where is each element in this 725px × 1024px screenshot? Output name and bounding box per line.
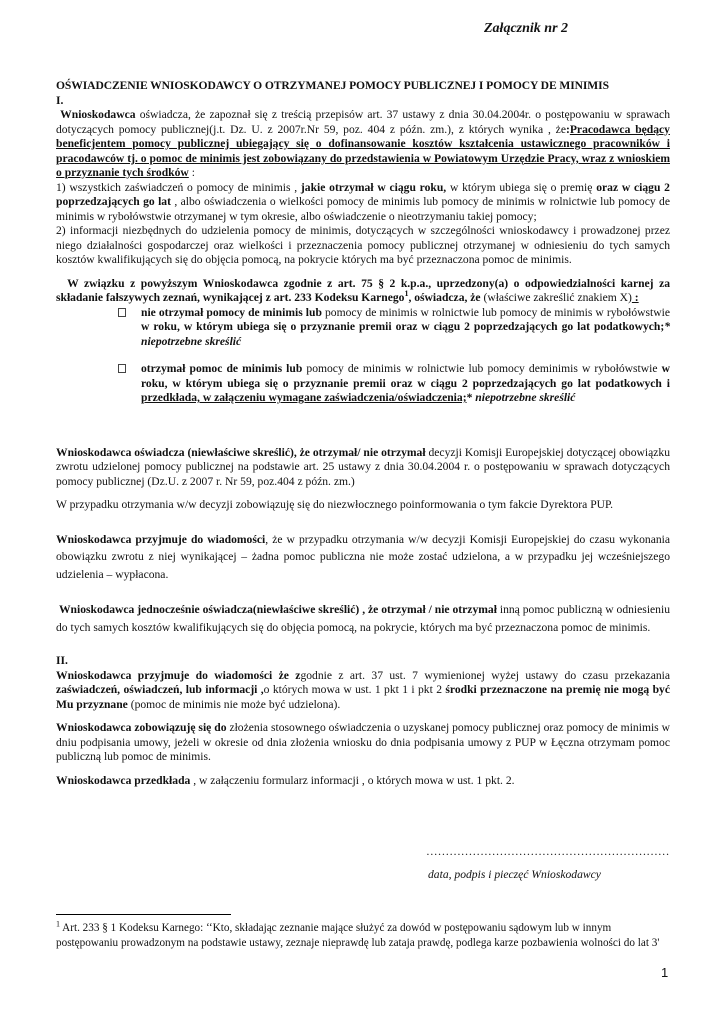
other-aid-bold: Wnioskodawca jednocześnie oświadcza(niewłaściwe skreślić) , że otrzymał / nie otrzymał [58,603,497,616]
footnote [56,921,670,950]
intro-underlined: Pracodawca będący beneficjentem pomocy publicznej ubiegający się o dofinansowanie kosztów kształcenia ustawicznego pracowników i pracodawców tj. o pomoc de minimis jest zobowiązany do przedstawienia w Powiatowym Urzędzie Pracy, wraz z wnioskiem o przyznanie tych środków [56,122,670,179]
section-2-numeral: II. [56,654,68,667]
option-not-received [56,306,670,350]
item1-e: , albo oświadczenia o wielkości pomocy de minimis lub pomocy de minimis w rolnictwie lub pomocy de minimis w rybołówstwie otrzymanej w tym okresie, albo oświadczenie o nieotrzymaniu takiej pomocy; [56,195,670,223]
option2-bu: przedkłada, w załączeniu wymagane zaświadczenia/oświadczenia; [141,391,467,404]
intro-text: oświadcza, że zapoznał się z treścią przepisów art. 37 ustawy z dnia 30.04.2004r. o postępowaniu w sprawach dotyczących pomocy publicznej(j.t. Dz. U. z 2007r.Nr 59, poz. 404 z późn. zm.), z których wynika , że [56,108,670,136]
section-1-acknowledgement [56,531,670,584]
s2-b1: Wnioskodawca przyjmuje do wiadomości że z [56,668,301,682]
item1-a: 1) wszystkich zaświadczeń o pomocy de minimis , [56,180,301,194]
submits-bold: Wnioskodawca przedkłada [56,773,191,787]
section-1-other-aid [56,601,670,636]
footnote-marker: 1 [56,919,60,929]
other-aid-text: inną pomoc publiczną w odniesieniu do tych samych kosztów kwalifikujących się do objęcia pomocą, na pokrycie, których ma być przeznaczona pomoc de minimis. [56,603,670,634]
option2-b2: w roku, w którym ubiega się o przyznanie premii oraz w ciągu 2 poprzedzających go lat podatkowych i [141,362,670,390]
page-number: 1 [661,965,669,980]
document-body [56,79,670,788]
annex-label: Załącznik nr 2 [484,21,569,36]
intro-lead: Wnioskodawca [60,108,136,121]
option1-bi: * niepotrzebne skreślić [141,320,670,348]
s2-n3: (pomoc de minimis nie może być udzielona). [127,697,341,711]
section-1-inform-pup: W przypadku otrzymania w/w decyzji zobowiązuję się do niezwłocznego poinformowania o tym fakcie Dyrektora PUP. [56,498,614,511]
ack-text: , że w przypadku otrzymania w/w decyzji Komisji Europejskiej do czasu wykonania obowiązku zwrotu z niej wynikającej – żadna pomoc publiczna nie może zostać udzielona, a w przypadku jej wcześniejszego udzielenia – wypłacona. [56,532,671,581]
signature-line: ……………………………………………………… [426,845,670,858]
section-2-acknowledgement [56,669,670,713]
section-1-declaration [56,277,670,306]
section-1-numeral: I. [56,93,64,107]
section-1-item-1 [56,181,670,225]
option2-star: * [466,391,473,404]
document-title: OŚWIADCZENIE WNIOSKODAWCY O OTRZYMANEJ POMOCY PUBLICZNEJ I POMOCY DE MINIMIS [56,79,609,92]
option-received [56,362,670,406]
s2-n2: o których mowa w ust. 1 pkt 1 i pkt 2 [263,683,446,696]
section-2-obligation [56,721,670,765]
option1-b1: nie otrzymał pomocy de minimis lub [141,305,322,319]
footnote-text: Art. 233 § 1 Kodeksu Karnego: ‘‘Kto, składając zeznanie mające służyć za dowód w postępowaniu sądowym lub w innym postępowaniu prowadzonym na podstawie ustawy, zeznaje nieprawdę lub zataja prawdę, podlega karze pozbawienia wolności do lat 3' [56,922,660,949]
declaration-colon: : [631,291,639,304]
s2-b2: zaświadczeń, oświadczeń, lub informacji , [56,683,264,696]
obligation-bold: Wnioskodawca zobowiązuję się do [56,721,227,734]
declaration-bold-2: , oświadcza, że [408,291,481,304]
footnote-separator [56,914,231,915]
s2-n1: godnie z art. 37 ust. 7 wymienionej wyżej ustawy do czasu przekazania [300,668,670,682]
section-2-submits [56,774,670,789]
section-1-decision-statement [56,446,670,490]
item1-c: w którym ubiega się o premię [446,180,597,194]
item1-d: oraz w ciągu 2 poprzedzających go lat [56,180,670,208]
ack-bold: Wnioskodawca przyjmuje do wiadomości [56,532,266,546]
s2-b3: środki przeznaczone na premię nie mogą być Mu przyznane [56,683,670,711]
section-1-intro [56,108,670,181]
declaration-bold: W związku z powyższym Wnioskodawca zgodnie z art. 75 § 2 k.p.a., uprzedzony(a) o odpowiedzialności karnej za składanie fałszywych zeznań, wynikającej z art. 233 Kodeksu Karnego [56,276,671,304]
obligation-text: złożenia stosownego oświadczenia o uzyskanej pomocy publicznej oraz pomocy de minimis w dniu podpisania umowy, jeżeli w okresie od dnia złożenia wniosku do dnia podpisania umowy z PUP w Łęczna otrzymam pomoc publiczną lub pomoc de minimis. [56,721,671,763]
submits-text: , w załączeniu formularz informacji , o których mowa w ust. 1 pkt. 2. [190,773,515,787]
option2-n1: pomocy de minimis w rolnictwie lub pomocy deminimis w rybołówstwie [302,362,662,375]
option2-b1: otrzymał pomoc de minimis lub [141,362,303,375]
footnote-ref: 1 [404,289,409,299]
option1-n1: pomocy de minimis w rolnictwie lub pomocy de minimis w rybołówstwie [321,305,670,319]
decision-text: decyzji Komisji Europejskiej dotyczącej obowiązku zwrotu udzielonej pomocy publicznej na podstawie art. 25 ustawy z dnia 30.04.2004 r. o postępowaniu w sprawach dotyczących pomocy publicznej (Dz.U. z 2007 r. Nr 59, poz.404 z późn. zm.) [56,445,671,488]
decision-bold: Wnioskodawca oświadcza (niewłaściwe skreślić), że otrzymał/ nie otrzymał [56,445,426,459]
section-1-item-2: 2) informacji niezbędnych do udzielenia pomocy de minimis, dotyczących w szczególności wnioskodawcy i prowadzonej przez niego działalności gospodarczej oraz wielkości i przeznaczenia pomocy publicznej otrzymanej w odniesieniu do tych samych kosztów kwalifikujących się do objęcia pomocą, na pokrycie których ma być przeznaczona pomoc de minimis. [56,224,670,266]
option1-b2: w roku, w którym ubiega się o przyznanie premii oraz w ciągu 2 poprzedzających go lat podatkowych; [141,320,665,333]
intro-tail: : [188,166,195,179]
intro-colon: : [565,122,570,136]
option-not-received-checkbox[interactable] [118,308,126,317]
item1-b: jakie otrzymał w ciągu roku, [300,180,447,194]
option2-bi: niepotrzebne skreślić [472,391,576,404]
signature-caption: data, podpis i pieczęć Wnioskodawcy [428,868,601,881]
declaration-normal: (właściwe zakreślić znakiem X) [480,291,632,304]
option-received-checkbox[interactable] [118,364,126,373]
